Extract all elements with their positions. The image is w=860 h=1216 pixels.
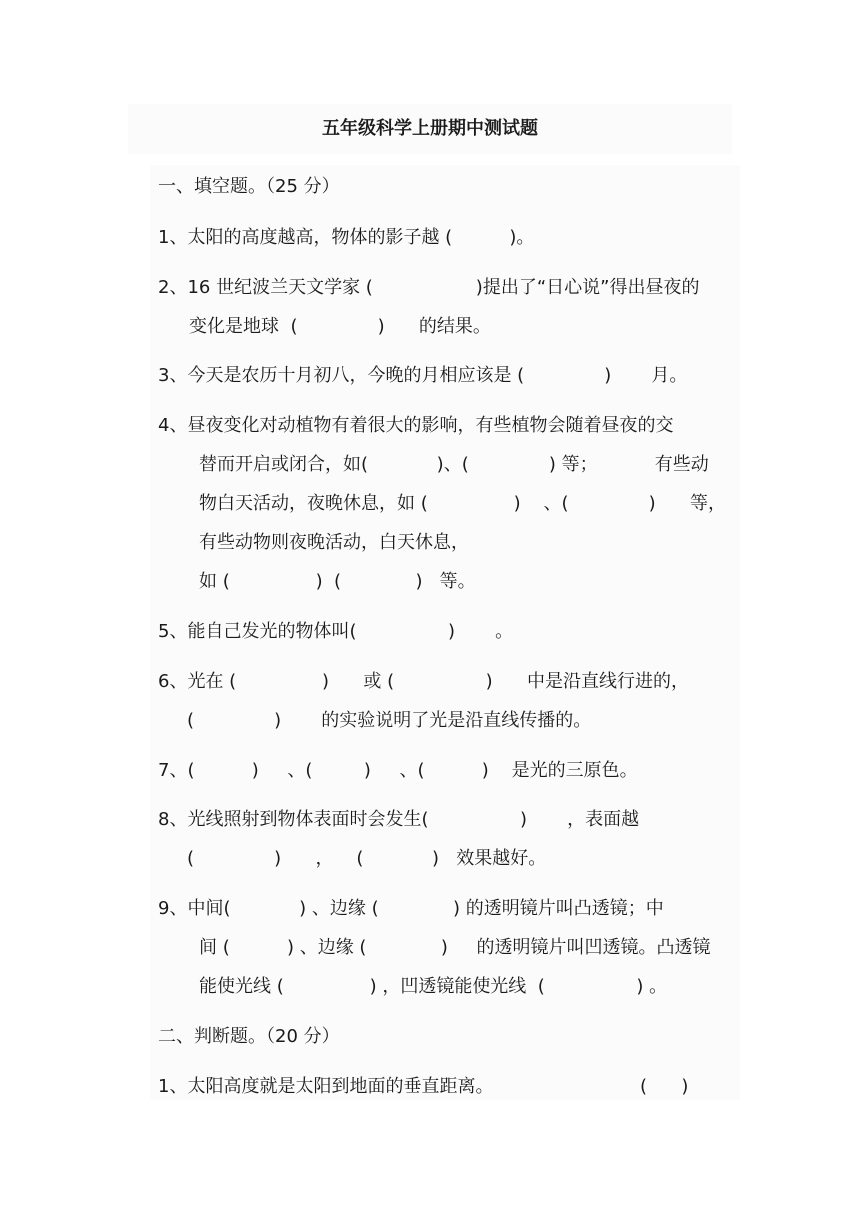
question-1-2-line1: 2、16 世纪波兰天文学家 ( )提出了“日心说”得出昼夜的	[158, 277, 700, 298]
question-1-8-line2: ( ) ， ( ) 效果越好。	[187, 848, 547, 869]
question-1-6-line1: 6、光在 ( ) 或 ( ) 中是沿直线行进的，	[158, 671, 690, 692]
question-1-9-line3: 能使光线 ( ) ，凹透镜能使光线 ( ) 。	[199, 976, 668, 997]
question-2-1-answer-blank: ( )	[640, 1076, 689, 1097]
question-1-2-line2: 变化是地球 ( ) 的结果。	[189, 316, 491, 337]
question-2-1: 1、太阳高度就是太阳到地面的垂直距离。	[158, 1076, 494, 1097]
question-1-9-line1: 9、中间( ) 、边缘 ( ) 的透明镜片叫凸透镜；中	[158, 898, 664, 919]
question-1-7: 7、( ) 、( ) 、( ) 是光的三原色。	[158, 760, 638, 781]
page-title: 五年级科学上册期中测试题	[322, 118, 538, 139]
question-1-8-line1: 8、光线照射到物体表面时会发生( ) ，表面越	[158, 809, 640, 830]
question-1-5: 5、能自己发光的物体叫( ) 。	[158, 621, 514, 642]
question-1-1: 1、太阳的高度越高，物体的影子越 ( )。	[158, 227, 535, 248]
question-1-4-line2: 替而开启或闭合，如( )、( ) 等； 有些动	[199, 454, 709, 475]
question-1-4-line5: 如 ( ) ( ) 等。	[199, 571, 476, 592]
question-1-9-line2: 间 ( ) 、边缘 ( ) 的透明镜片叫凹透镜。凸透镜	[199, 937, 711, 958]
question-1-3: 3、今天是农历十月初八，今晚的月相应该是 ( ) 月。	[158, 365, 688, 386]
section2-heading: 二、判断题。（20 分）	[158, 1026, 340, 1047]
question-1-6-line2: ( ) 的实验说明了光是沿直线传播的。	[187, 710, 592, 731]
section1-heading: 一、填空题。（25 分）	[158, 176, 340, 197]
question-1-4-line1: 4、昼夜变化对动植物有着很大的影响，有些植物会随着昼夜的交	[158, 415, 674, 436]
question-1-4-line4: 有些动物则夜晚活动，白天休息，	[199, 532, 469, 553]
question-1-4-line3: 物白天活动，夜晚休息，如 ( ) 、( ) 等，	[199, 493, 726, 514]
